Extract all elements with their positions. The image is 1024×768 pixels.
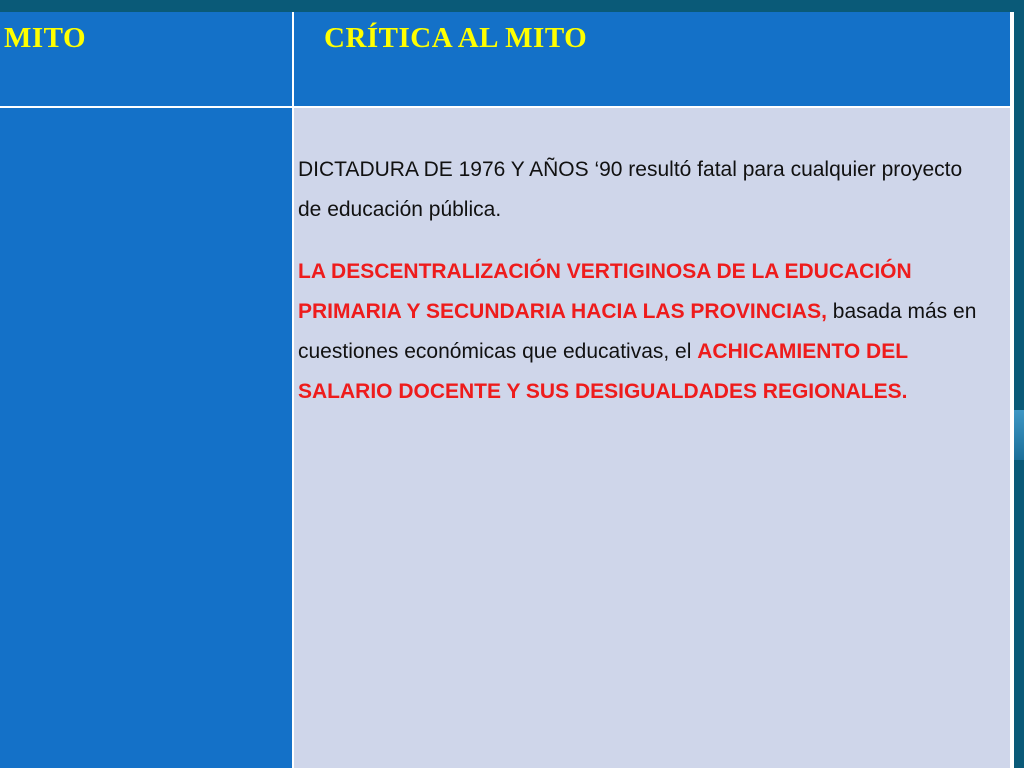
header-mito-label: MITO	[4, 22, 87, 54]
myth-table	[0, 12, 1014, 768]
header-cell-critica	[294, 12, 1012, 106]
paragraph-descentralizacion	[298, 252, 990, 412]
highlight-salario: ACHICAMIENTO DEL SALARIO DOCENTE Y SUS DESIGUALDADES REGIONALES.	[298, 340, 908, 403]
highlight-descentralizacion: LA DESCENTRALIZACIÓN VERTIGINOSA DE LA EDUCACIÓN PRIMARIA Y SECUNDARIA HACIA LAS PROVINCIAS,	[298, 260, 912, 323]
table-header-row	[0, 12, 1014, 106]
table-body-row	[0, 108, 1014, 768]
paragraph-descentralizacion-middle: basada más en cuestiones económicas que educativas, el	[298, 300, 977, 363]
paragraph-dictadura: DICTADURA DE 1976 Y AÑOS ‘90 resultó fatal para cualquier proyecto de educación pública.	[298, 158, 963, 221]
header-cell-mito	[0, 12, 294, 106]
header-critica-label: CRÍTICA AL MITO	[324, 22, 588, 54]
body-cell-critica	[294, 108, 1012, 768]
body-cell-mito	[0, 108, 294, 768]
